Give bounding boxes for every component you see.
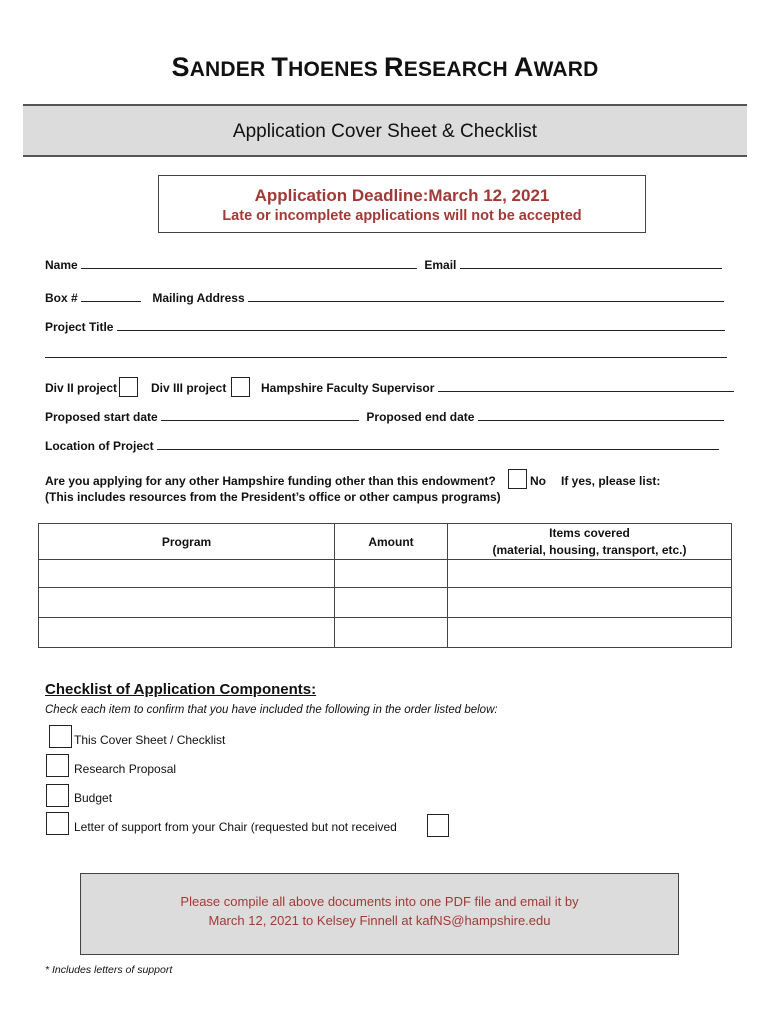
form-title: SANDER THOENES RESEARCH AWARD: [171, 52, 599, 82]
location-field[interactable]: [157, 440, 719, 450]
email-field[interactable]: [460, 259, 722, 269]
div3-label: Div III project: [151, 381, 227, 395]
div3-checkbox[interactable]: [231, 377, 250, 397]
amount-cell[interactable]: [335, 618, 448, 648]
footnote: * Includes letters of support: [45, 964, 173, 976]
mailing-field[interactable]: [248, 292, 724, 302]
location-row: [45, 439, 719, 453]
funding-table: [38, 523, 732, 648]
research-proposal-checkbox[interactable]: [46, 754, 69, 777]
dates-row: [45, 410, 724, 424]
deadline-box: [158, 175, 646, 233]
program-cell[interactable]: [39, 588, 335, 618]
items-header-title: Items covered: [549, 526, 630, 540]
supervisor-label: Hampshire Faculty Supervisor: [261, 381, 435, 395]
support-pending-checkbox[interactable]: [427, 814, 449, 837]
start-date-label: Proposed start date: [45, 410, 158, 424]
project-title-field[interactable]: [117, 321, 725, 331]
email-label: Email: [424, 258, 457, 272]
amount-header: Amount: [335, 524, 448, 560]
box-row: [45, 291, 724, 305]
table-row: [39, 588, 732, 618]
location-label: Location of Project: [45, 439, 154, 453]
project-title-label: Project Title: [45, 320, 114, 334]
deadline-date: Application Deadline:March 12, 2021: [254, 186, 550, 205]
checklist-item-research-proposal: Research Proposal: [74, 762, 177, 776]
box-field[interactable]: [81, 292, 141, 302]
div2-checkbox[interactable]: [119, 377, 138, 397]
program-cell[interactable]: [39, 560, 335, 588]
letter-support-checkbox[interactable]: [46, 812, 69, 835]
funding-question: Are you applying for any other Hampshire funding other than this endowment?: [45, 474, 496, 488]
supervisor-field[interactable]: [438, 382, 734, 392]
submission-instructions-box: [80, 873, 679, 955]
table-row: [39, 618, 732, 648]
end-date-field[interactable]: [478, 411, 724, 421]
submission-line-2: March 12, 2021 to Kelsey Finnell at kafNS@hampshire.edu: [208, 913, 551, 928]
mailing-label: Mailing Address: [152, 291, 245, 305]
items-header: [448, 524, 732, 560]
checklist-subtitle: Check each item to confirm that you have included the following in the order listed below:: [45, 704, 498, 716]
project-title-field-2[interactable]: [45, 348, 727, 358]
cover-sheet-checkbox[interactable]: [49, 725, 72, 748]
items-cell[interactable]: [448, 618, 732, 648]
submission-line-1: Please compile all above documents into one PDF file and email it by: [180, 894, 579, 909]
supervisor-row: [261, 381, 734, 395]
cover-sheet-banner: [23, 104, 747, 157]
program-cell[interactable]: [39, 618, 335, 648]
name-label: Name: [45, 258, 78, 272]
amount-cell[interactable]: [335, 588, 448, 618]
checklist-title: Checklist of Application Components:: [45, 681, 317, 698]
end-date-label: Proposed end date: [366, 410, 475, 424]
div2-label: Div II project: [45, 381, 118, 395]
items-cell[interactable]: [448, 588, 732, 618]
project-title-row: [45, 320, 725, 334]
checklist-item-budget: Budget: [74, 791, 113, 805]
table-row: [39, 560, 732, 588]
table-header-row: [39, 524, 732, 560]
box-label: Box #: [45, 291, 78, 305]
funding-no-label: No: [530, 474, 546, 488]
if-yes-label: If yes, please list:: [561, 474, 661, 488]
banner-text: Application Cover Sheet & Checklist: [232, 121, 538, 142]
program-header: Program: [39, 524, 335, 560]
funding-no-checkbox[interactable]: [508, 469, 527, 489]
start-date-field[interactable]: [161, 411, 359, 421]
items-header-note: (material, housing, transport, etc.): [492, 543, 687, 557]
funding-note: (This includes resources from the President’s office or other campus programs): [45, 490, 501, 504]
checklist-item-cover-sheet: This Cover Sheet / Checklist: [74, 733, 226, 747]
budget-checkbox[interactable]: [46, 784, 69, 807]
items-cell[interactable]: [448, 560, 732, 588]
checklist-item-letter-support: Letter of support from your Chair (requested but not received: [74, 820, 397, 834]
name-row: [45, 258, 722, 272]
deadline-warning: Late or incomplete applications will not be accepted: [222, 208, 582, 224]
amount-cell[interactable]: [335, 560, 448, 588]
name-field[interactable]: [81, 259, 417, 269]
